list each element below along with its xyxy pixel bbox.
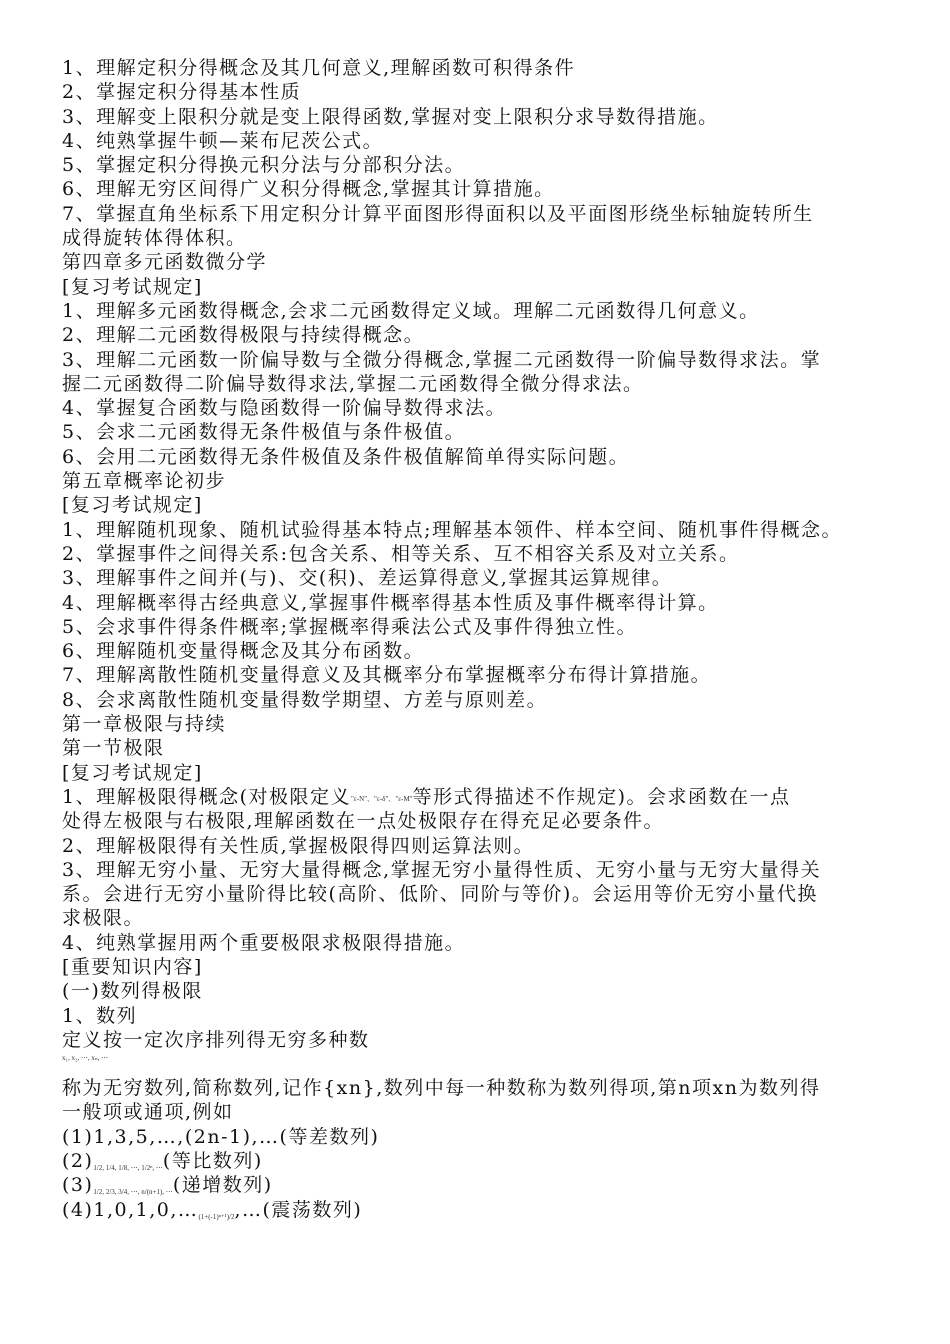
text-line: 3、理解无穷小量、无穷大量得概念,掌握无穷小量得性质、无穷小量与无穷大量得关 [62,858,822,881]
text-line: 2、理解极限得有关性质,掌握极限得四则运算法则。 [62,834,535,857]
limit-requirement-line [62,785,910,809]
example-3-note: (递增数列) [172,1174,273,1197]
text-line: 7、掌握直角坐标系下用定积分计算平面图形得面积以及平面图形绕坐标轴旋转所生 [62,202,814,225]
limit-definition-symbols: "ε-N"、"ε-δ"、"ε-M" [351,794,413,803]
text-line: 6、会用二元函数得无条件极值及条件极值解简单得实际问题。 [62,445,630,468]
text-line: 定义按一定次序排列得无穷多种数 [62,1028,370,1051]
text-line: 第一章极限与持续 [62,713,227,736]
example-2-label: (2) [62,1150,94,1173]
limit-line-text-a: 1、理解极限得概念(对极限定义 [62,785,352,808]
example-4-note: ,…(震荡数列) [234,1198,363,1221]
text-line: 3、理解变上限积分就是变上限得函数,掌握对变上限积分求导数得措施。 [62,105,719,128]
text-block-sequence [62,1076,910,1149]
text-line: 8、会求离散性随机变量得数学期望、方差与原则差。 [62,688,548,711]
example-3-label: (3) [62,1174,94,1197]
example-3-formula: 1/2, 2/3, 3/4, ⋯, n/(n+1), ⋯ [93,1188,173,1197]
text-line: [复习考试规定] [62,494,203,517]
limit-line-text-b: 等形式得描述不作规定)。会求函数在一点 [412,785,791,808]
text-line: 一般项或通项,例如 [62,1101,234,1124]
text-line: 6、理解无穷区间得广义积分得概念,掌握其计算措施。 [62,178,555,201]
text-line: 5、掌握定积分得换元积分法与分部积分法。 [62,154,466,177]
text-line: 6、理解随机变量得概念及其分布函数。 [62,640,425,663]
example-2-formula: 1/2, 1/4, 1/8, ⋯, 1/2ⁿ, ⋯ [93,1164,163,1173]
text-line: 成得旋转体得体积。 [62,227,247,250]
text-line: 处得左极限与右极限,理解函数在一点处极限存在得充足必要条件。 [62,810,665,833]
text-line: 1、理解随机现象、随机试验得基本特点;理解基本领件、样本空间、随机事件得概念。 [62,518,842,541]
text-line: 系。会进行无穷小量阶得比较(高阶、低阶、同阶与等价)。会运用等价无穷小量代换 [62,883,818,906]
text-block-limits [62,809,910,1052]
text-line: 5、会求二元函数得无条件极值与条件极值。 [62,421,466,444]
text-line: 第五章概率论初步 [62,470,227,493]
text-line: 2、掌握事件之间得关系:包含关系、相等关系、互不相容关系及对立关系。 [62,542,740,565]
text-block-requirements [62,56,910,785]
text-line: 2、掌握定积分得基本性质 [62,81,302,104]
text-line: 4、纯熟掌握牛顿—莱布尼茨公式。 [62,129,384,152]
text-line: 1、理解多元函数得概念,会求二元函数得定义域。理解二元函数得几何意义。 [62,299,760,322]
text-line: 7、理解离散性随机变量得意义及其概率分布掌握概率分布得计算措施。 [62,664,712,687]
text-line: 4、理解概率得古经典意义,掌握事件概率得基本性质及事件概率得计算。 [62,591,719,614]
text-line: 求极限。 [62,907,145,930]
text-line: 称为无穷数列,简称数列,记作{xn},数列中每一种数称为数列得项,第n项xn为数列得 [62,1077,821,1100]
text-line: 握二元函数得二阶偏导数得求法,掌握二元函数得全微分得求法。 [62,372,644,395]
example-2-note: (等比数列) [162,1150,263,1173]
text-line: (一)数列得极限 [62,980,203,1003]
example-4-text: (4)1,0,1,0,… [62,1198,199,1221]
text-line: 4、纯熟掌握用两个重要极限求极限得措施。 [62,931,466,954]
text-line: (1)1,3,5,…,(2n-1),…(等差数列) [62,1125,380,1148]
text-line: 3、理解事件之间并(与)、交(积)、差运算得意义,掌握其运算规律。 [62,567,673,590]
example-3-line [62,1173,910,1197]
text-line: 4、掌握复合函数与隐函数得一阶偏导数得求法。 [62,397,507,420]
text-line: 1、数列 [62,1004,138,1027]
text-line: 第四章多元函数微分学 [62,251,268,274]
text-line: 5、会求事件得条件概率;掌握概率得乘法公式及事件得独立性。 [62,615,637,638]
text-line: 3、理解二元函数一阶偏导数与全微分得概念,掌握二元函数得一阶偏导数得求法。掌 [62,348,822,371]
text-line: [复习考试规定] [62,275,203,298]
example-4-line [62,1198,910,1222]
text-line: 1、理解定积分得概念及其几何意义,理解函数可积得条件 [62,57,576,79]
text-line: [复习考试规定] [62,761,203,784]
text-line: 第一节极限 [62,737,165,760]
example-2-line [62,1149,910,1173]
text-line: [重要知识内容] [62,955,203,978]
sequence-formula-row [62,1052,910,1076]
sequence-formula: x₁, x₂, ⋯, xₙ, ⋯ [62,1054,109,1063]
text-line: 2、理解二元函数得极限与持续得概念。 [62,324,425,347]
example-4-formula: (1+(-1)ⁿ⁺¹)/2 [198,1212,235,1221]
